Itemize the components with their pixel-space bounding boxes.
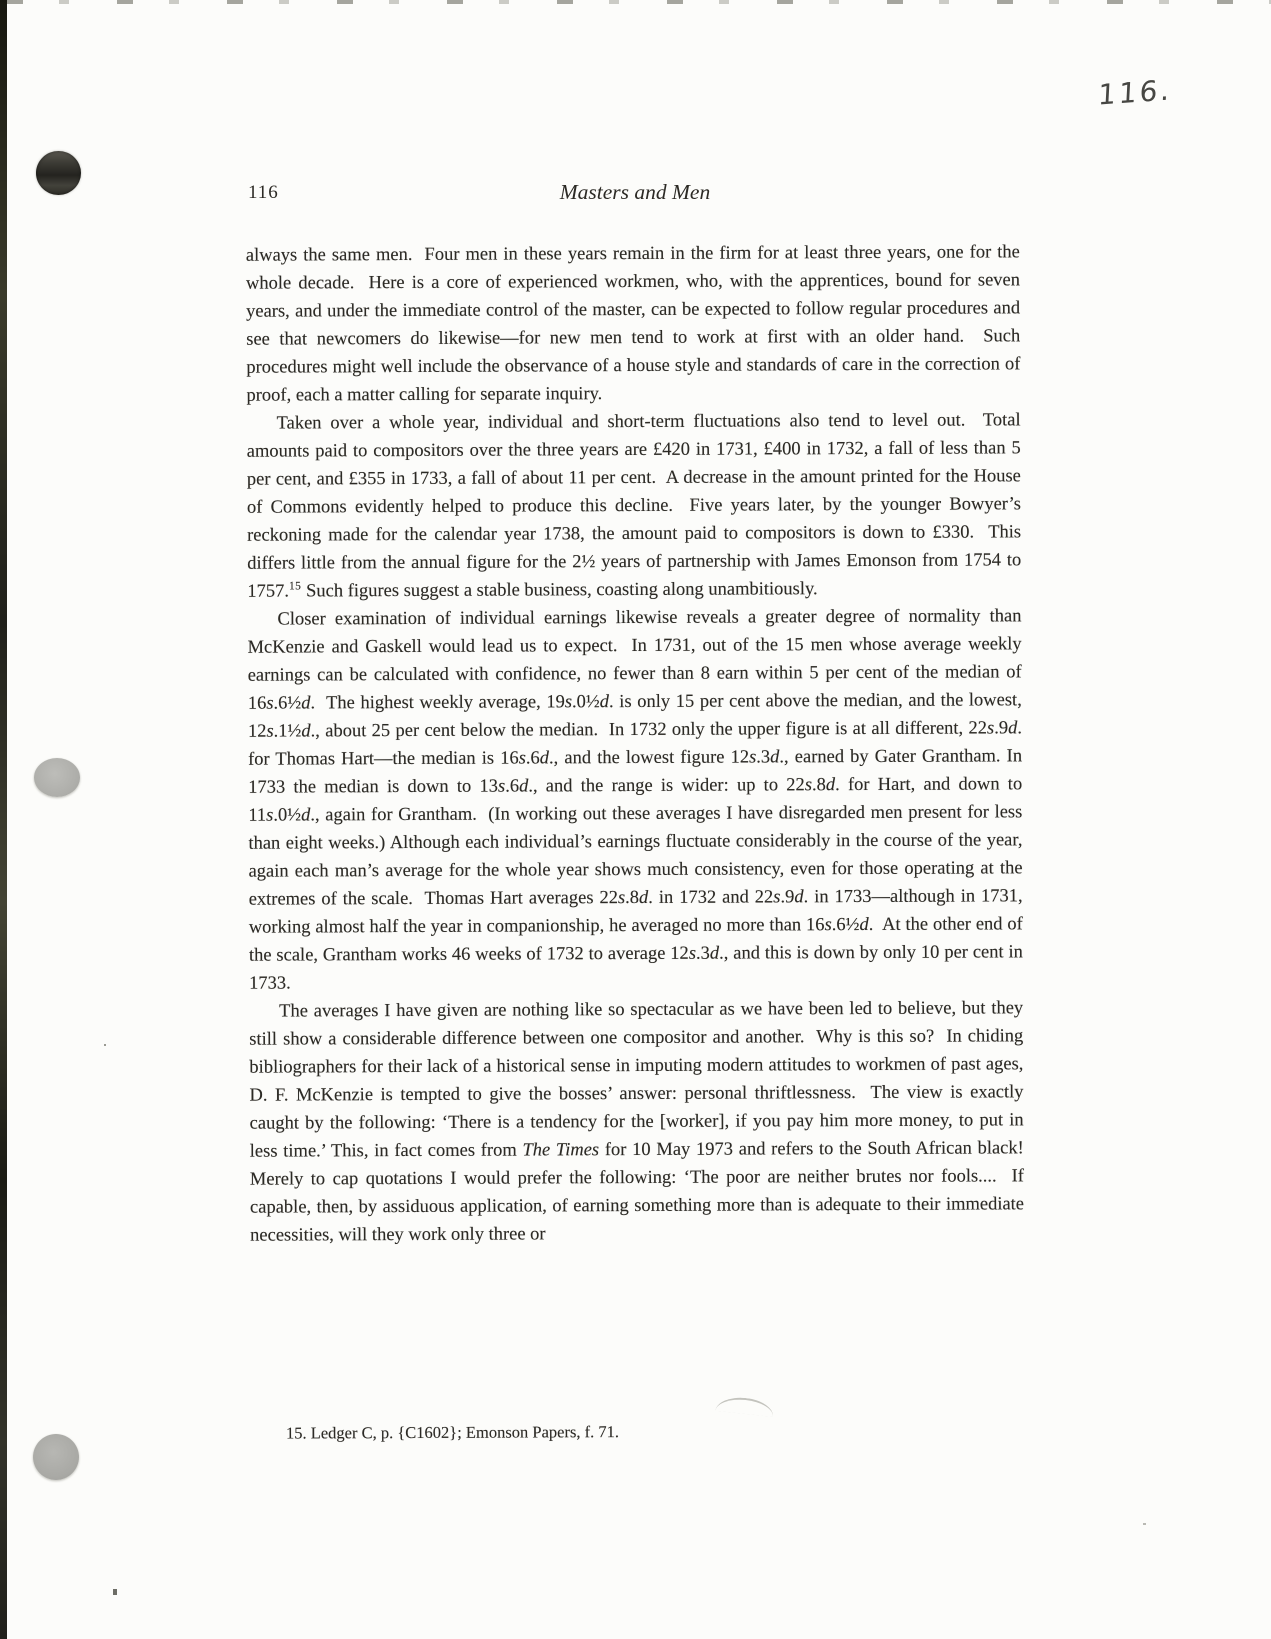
italic-text: d (859, 914, 869, 936)
scan-edge-top (7, 0, 1271, 4)
running-head: Masters and Men (559, 180, 711, 204)
printed-page-number: 116 (248, 182, 279, 203)
italic-text: d (519, 776, 529, 797)
italic-text: s (266, 805, 274, 826)
punch-hole-middle (34, 758, 80, 797)
paragraph: The averages I have given are nothing like so spectacular as we have been led to believe, but they still show a considerable difference between one compositor and another. Why is this so? In chiding bibliographers for their lack of a historical sense in imputing modern attitudes to workmen of past ages, D. F. McKenzie is tempted to give the bosses’ answer: personal thriftlessness. The view is exactly caught by the following: ‘There is a tendency for the [worker], if you pay him more money, to put in less time.’ This, in fact comes from The Times for 10 May 1973 and refers to the South African black! Merely to cap quotations I would prefer the following: ‘The poor are neither brutes nor fools.... If capable, then, by assiduous application, of earning something more than is adequate to their immediate necessities, will they work only three or (249, 998, 1034, 1246)
italic-text: s (688, 943, 697, 964)
scan-speck (113, 1589, 117, 1595)
italic-text: s (617, 888, 626, 909)
italic-text: The Times (522, 1140, 600, 1161)
paragraph: Closer examination of individual earnings likewise reveals a greater degree of normality than McKenzie and Gaskell would lead us to expect. In 1731, out of the 15 men whose average weekly earnings can be calculated with confidence, no fewer than 8 earn within 5 per cent of the median of 16s.6½d. The highest weekly average, 19s.0½d. is only 15 per cent above the median, and the lowest, 12s.1½d., about 25 per cent below the median. In 1732 only the upper figure is at all different, 22s.9d. for Thomas Hart—the median is 16s.6d., and the lowest figure 12s.3d., earned by Gater Grantham. In 1733 the median is down to 13s.6d., and the range is wider: up to 22s.8d. for Hart, and down to 11s.0½d., again for Grantham. (In working out these averages I have disregarded men present for less than eight weeks.) Although each individual’s earnings fluctuate considerably in the course of the year, again each man’s average for the whole year shows much consistency, even for those operating at the extremes of the scale. Thomas Hart averages 22s.8d. in 1732 and 22s.9d. in 1733—although in 1731, working almost half the year in companionship, he averaged no more than 16s.6½d. At the other end of the scale, Grantham works 46 weeks of 1732 to average 12s.3d., and this is down by only 10 per cent in 1733. (247, 606, 1028, 994)
scan-edge-left (0, 0, 7, 1639)
italic-text: d (599, 692, 610, 713)
punch-hole-top (36, 151, 81, 195)
italic-text: d (794, 887, 804, 908)
italic-text: d (301, 805, 311, 826)
italic-text: d (1008, 718, 1018, 739)
italic-text: d (709, 943, 720, 964)
body-text (245, 238, 1034, 1249)
scan-speck (104, 1044, 106, 1046)
italic-text: d (301, 721, 311, 742)
paragraph: Taken over a whole year, individual and short-term fluctuations also tend to level out. Total amounts paid to compositors over the three years are £420 in 1731, £400 in 1732, a fall of less than 5 per cent, and £355 in 1733, a fall of about 11 per cent. A decrease in the amount printed for the House of Commons evidently helped to produce this decline. Five years later, by the younger Bowyer’s reckoning made for the calendar year 1738, the amount paid to compositors is down to £330. This differs little from the annual figure for the 2½ years of partnership with James Emonson from 1754 to 1757.15 Such figures suggest a stable business, coasting along unambitiously. (246, 410, 1026, 602)
italic-text: d (825, 775, 836, 796)
pencil-mark (715, 1395, 774, 1417)
italic-text: s (266, 693, 274, 714)
footnote-reference: 15 (288, 580, 302, 593)
italic-text: d (539, 748, 550, 769)
italic-text: s (518, 748, 526, 769)
italic-text: s (824, 915, 832, 936)
italic-text: s (804, 775, 813, 796)
handwritten-page-number: 116. (1097, 73, 1174, 112)
italic-text: s (986, 718, 995, 739)
italic-text: d (301, 693, 311, 714)
paragraph: always the same men. Four men in these years remain in the firm for at least three years, one for the whole decade. Here is a core of experienced workmen, who, with the apprentices, bound for seven years, and under the immediate control of the master, can be expected to follow regular procedures and see that newcomers do likewise—for new men tend to work at first with an older hand. Such procedures might well include the observance of a house style and standards of care in the correction of proof, each a matter calling for separate inquiry. (245, 242, 1026, 406)
italic-text: s (266, 721, 274, 742)
italic-text: s (749, 747, 757, 768)
page-header (248, 180, 1022, 210)
italic-text: s (773, 887, 781, 908)
italic-text: d (638, 887, 649, 908)
italic-text: s (497, 776, 506, 797)
scan-speck (1143, 1523, 1146, 1525)
italic-text: d (770, 747, 780, 768)
punch-hole-bottom (33, 1434, 79, 1480)
italic-text: s (564, 692, 573, 713)
footnote: 15. Ledger C, p. {C1602}; Emonson Papers, f. 71. (285, 1422, 620, 1443)
